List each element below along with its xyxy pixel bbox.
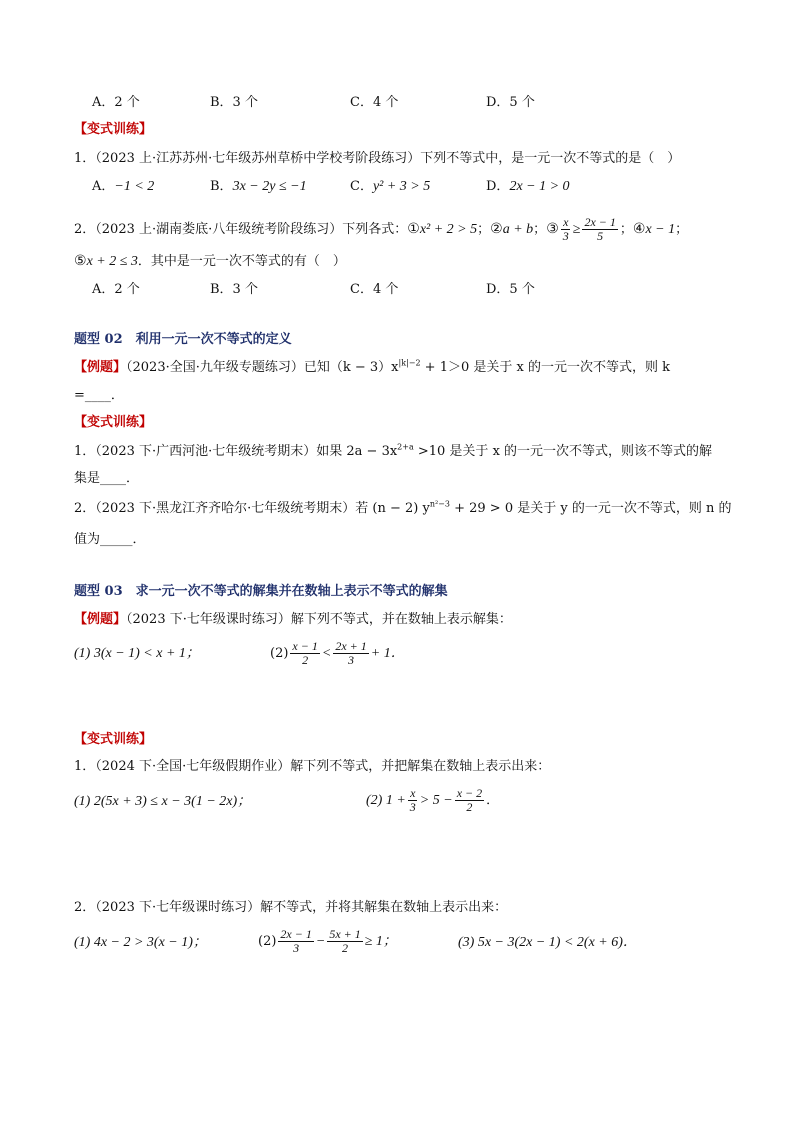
type03-variant-2-eq1: (1) 4x − 2 > 3(x − 1)； — [74, 935, 207, 950]
variant-label: 【变式训练】 — [74, 732, 153, 747]
q2-option-d[interactable]: D．5 个 — [486, 282, 535, 297]
option-a[interactable]: A．2 个 — [92, 95, 140, 110]
type03-variant-2: 2．（2023 下·七年级课时练习）解不等式，并将其解集在数轴上表示出来： — [74, 900, 508, 915]
type03-example-eq2: (2) $\frac{x - 1}{2}$ < $\frac{2x + 1}{3}$ + 1． — [270, 639, 405, 667]
q1-option-d[interactable]: D．2x − 1 > 0 — [486, 179, 570, 194]
option-d[interactable]: D．5 个 — [486, 95, 535, 110]
fraction: $\frac{x}{3}$ — [409, 786, 416, 814]
section-title-type03: 题型 03 求一元一次不等式的解集并在数轴上表示不等式的解集 — [74, 584, 448, 599]
type03-example: 【例题】（2023 下·七年级课时练习）解下列不等式，并在数轴上表示解集： — [74, 612, 512, 627]
q1-option-b[interactable]: B．3x − 2y ≤ −1 — [210, 179, 307, 194]
q2-option-c[interactable]: C．4 个 — [350, 282, 399, 297]
type03-variant-2-eq3: (3) 5x − 3(2x − 1) < 2(x + 6)． — [458, 935, 637, 950]
q2-option-b[interactable]: B．3 个 — [210, 282, 258, 297]
fraction: $\frac{x}{3}$ — [562, 215, 569, 243]
type03-variant-1-eq1: (1) 2(5x + 3) ≤ x − 3(1 − 2x)； — [74, 794, 252, 809]
type02-example: 【例题】（2023·全国·九年级专题练习）已知$(k - 3)x^{|k|-2} + 1>0$ 是关于 x 的一元一次不等式，则 k — [74, 358, 670, 375]
fraction: $\frac{5x + 1}{2}$ — [329, 927, 361, 955]
type02-example-blank: =____． — [74, 388, 124, 403]
type03-variant-1-eq2: (2) 1 + $\frac{x}{3}$ > 5 − $\frac{x - 2}{2}$ ． — [366, 786, 500, 814]
section-title-type02: 题型 02 利用一元一次不等式的定义 — [74, 332, 292, 347]
type02-variant-1: 1．（2023 下·广西河池·七年级统考期末）如果 $2a - 3x^{2+a} >10$ 是关于 x 的一元一次不等式，则该不等式的解 — [74, 442, 713, 459]
type02-variant-2-blank: 值为_____． — [74, 532, 146, 547]
q1-option-c[interactable]: C．y² + 3 > 5 — [350, 179, 431, 194]
type02-variant-1-blank: 集是____． — [74, 471, 140, 486]
variant-label: 【变式训练】 — [74, 415, 153, 430]
variant-label: 【变式训练】 — [74, 122, 153, 137]
option-c[interactable]: C．4 个 — [350, 95, 399, 110]
fraction: $\frac{2x - 1}{5}$ — [584, 215, 616, 243]
type02-variant-2: 2．（2023 下·黑龙江齐齐哈尔·七年级统考期末）若 (n − 2) $y^{n^2-3} + 29 > 0$ 是关于 y 的一元一次不等式，则 n 的 — [74, 499, 732, 516]
option-b[interactable]: B．3 个 — [210, 95, 258, 110]
type03-variant-2-eq2: (2) $\frac{2x - 1}{3}$ − $\frac{5x + 1}{2}$ ≥ 1； — [258, 927, 397, 955]
question-1-text: 1．（2023 上·江苏苏州·七年级苏州草桥中学校考阶段练习）下列不等式中，是一元一次不等式的是（ ） — [74, 151, 681, 166]
question-2-line-2: ⑤x + 2 ≤ 3．其中是一元一次不等式的有（ ） — [74, 253, 346, 269]
fraction: $\frac{x - 1}{2}$ — [292, 639, 318, 667]
fraction: $\frac{2x - 1}{3}$ — [280, 927, 312, 955]
type03-variant-1: 1．（2024 下·全国·七年级假期作业）解下列不等式，并把解集在数轴上表示出来： — [74, 759, 551, 774]
fraction: $\frac{2x + 1}{3}$ — [335, 639, 367, 667]
question-2-line-1: 2．（2023 上·湖南娄底·八年级统考阶段练习）下列各式：①x² + 2 > 5；②a + b；③ $\frac{x}{3}$ ≥ $\frac{2x - 1}{5}$ ；④x − 1； — [74, 215, 689, 243]
fraction: $\frac{x - 2}{2}$ — [456, 786, 483, 814]
q2-option-a[interactable]: A．2 个 — [92, 282, 140, 297]
type03-example-eq1: (1) 3(x − 1) < x + 1； — [74, 646, 200, 661]
q1-option-a[interactable]: A．−1 < 2 — [92, 179, 155, 194]
